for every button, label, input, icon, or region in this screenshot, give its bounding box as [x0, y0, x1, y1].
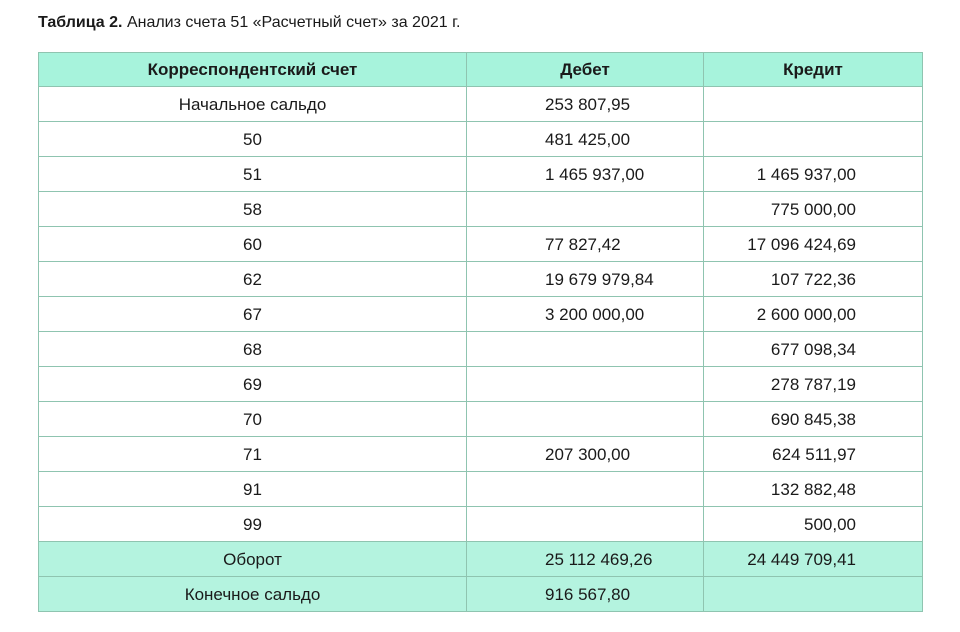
debit-cell: 25 112 469,26	[467, 542, 704, 577]
table-row	[39, 192, 923, 227]
table-row	[39, 472, 923, 507]
credit-cell: 107 722,36	[704, 262, 923, 297]
debit-cell: 19 679 979,84	[467, 262, 704, 297]
debit-cell	[467, 332, 704, 367]
account-cell: 69	[39, 367, 467, 402]
table-row	[39, 227, 923, 262]
credit-cell	[704, 122, 923, 157]
account-analysis-table	[38, 52, 923, 612]
credit-cell: 624 511,97	[704, 437, 923, 472]
credit-cell: 677 098,34	[704, 332, 923, 367]
table-caption	[38, 13, 460, 33]
caption-text: Анализ счета 51 «Расчетный счет» за 2021 г.	[126, 14, 461, 31]
credit-cell: 690 845,38	[704, 402, 923, 437]
credit-cell: 1 465 937,00	[704, 157, 923, 192]
account-cell: 71	[39, 437, 467, 472]
credit-cell: 17 096 424,69	[704, 227, 923, 262]
table-row	[39, 87, 923, 122]
table-row	[39, 507, 923, 542]
account-cell: 99	[39, 507, 467, 542]
credit-cell	[704, 577, 923, 612]
credit-cell: 132 882,48	[704, 472, 923, 507]
credit-cell: 775 000,00	[704, 192, 923, 227]
account-cell: 50	[39, 122, 467, 157]
account-cell: Оборот	[39, 542, 467, 577]
account-cell: 91	[39, 472, 467, 507]
account-cell: 58	[39, 192, 467, 227]
credit-cell: 500,00	[704, 507, 923, 542]
table-row	[39, 402, 923, 437]
account-cell: 70	[39, 402, 467, 437]
table-row	[39, 297, 923, 332]
column-header-credit: Кредит	[704, 53, 923, 87]
account-cell: Конечное сальдо	[39, 577, 467, 612]
debit-cell: 1 465 937,00	[467, 157, 704, 192]
account-cell: 67	[39, 297, 467, 332]
caption-lead: Таблица 2.	[38, 14, 123, 31]
table-row	[39, 367, 923, 402]
debit-cell: 481 425,00	[467, 122, 704, 157]
debit-cell: 77 827,42	[467, 227, 704, 262]
table-row	[39, 262, 923, 297]
credit-cell	[704, 87, 923, 122]
account-cell: 60	[39, 227, 467, 262]
column-header-account: Корреспондентский счет	[39, 53, 467, 87]
debit-cell	[467, 472, 704, 507]
credit-cell: 2 600 000,00	[704, 297, 923, 332]
table-row	[39, 437, 923, 472]
account-cell: Начальное сальдо	[39, 87, 467, 122]
credit-cell: 24 449 709,41	[704, 542, 923, 577]
account-cell: 62	[39, 262, 467, 297]
debit-cell: 916 567,80	[467, 577, 704, 612]
debit-cell	[467, 367, 704, 402]
debit-cell	[467, 192, 704, 227]
debit-cell	[467, 402, 704, 437]
header-row	[39, 53, 923, 87]
column-header-debit: Дебет	[467, 53, 704, 87]
debit-cell: 253 807,95	[467, 87, 704, 122]
account-cell: 68	[39, 332, 467, 367]
turnover-row	[39, 542, 923, 577]
credit-cell: 278 787,19	[704, 367, 923, 402]
debit-cell	[467, 507, 704, 542]
table-row	[39, 157, 923, 192]
closing-balance-row	[39, 577, 923, 612]
debit-cell: 207 300,00	[467, 437, 704, 472]
debit-cell: 3 200 000,00	[467, 297, 704, 332]
table-row	[39, 332, 923, 367]
table-row	[39, 122, 923, 157]
account-cell: 51	[39, 157, 467, 192]
